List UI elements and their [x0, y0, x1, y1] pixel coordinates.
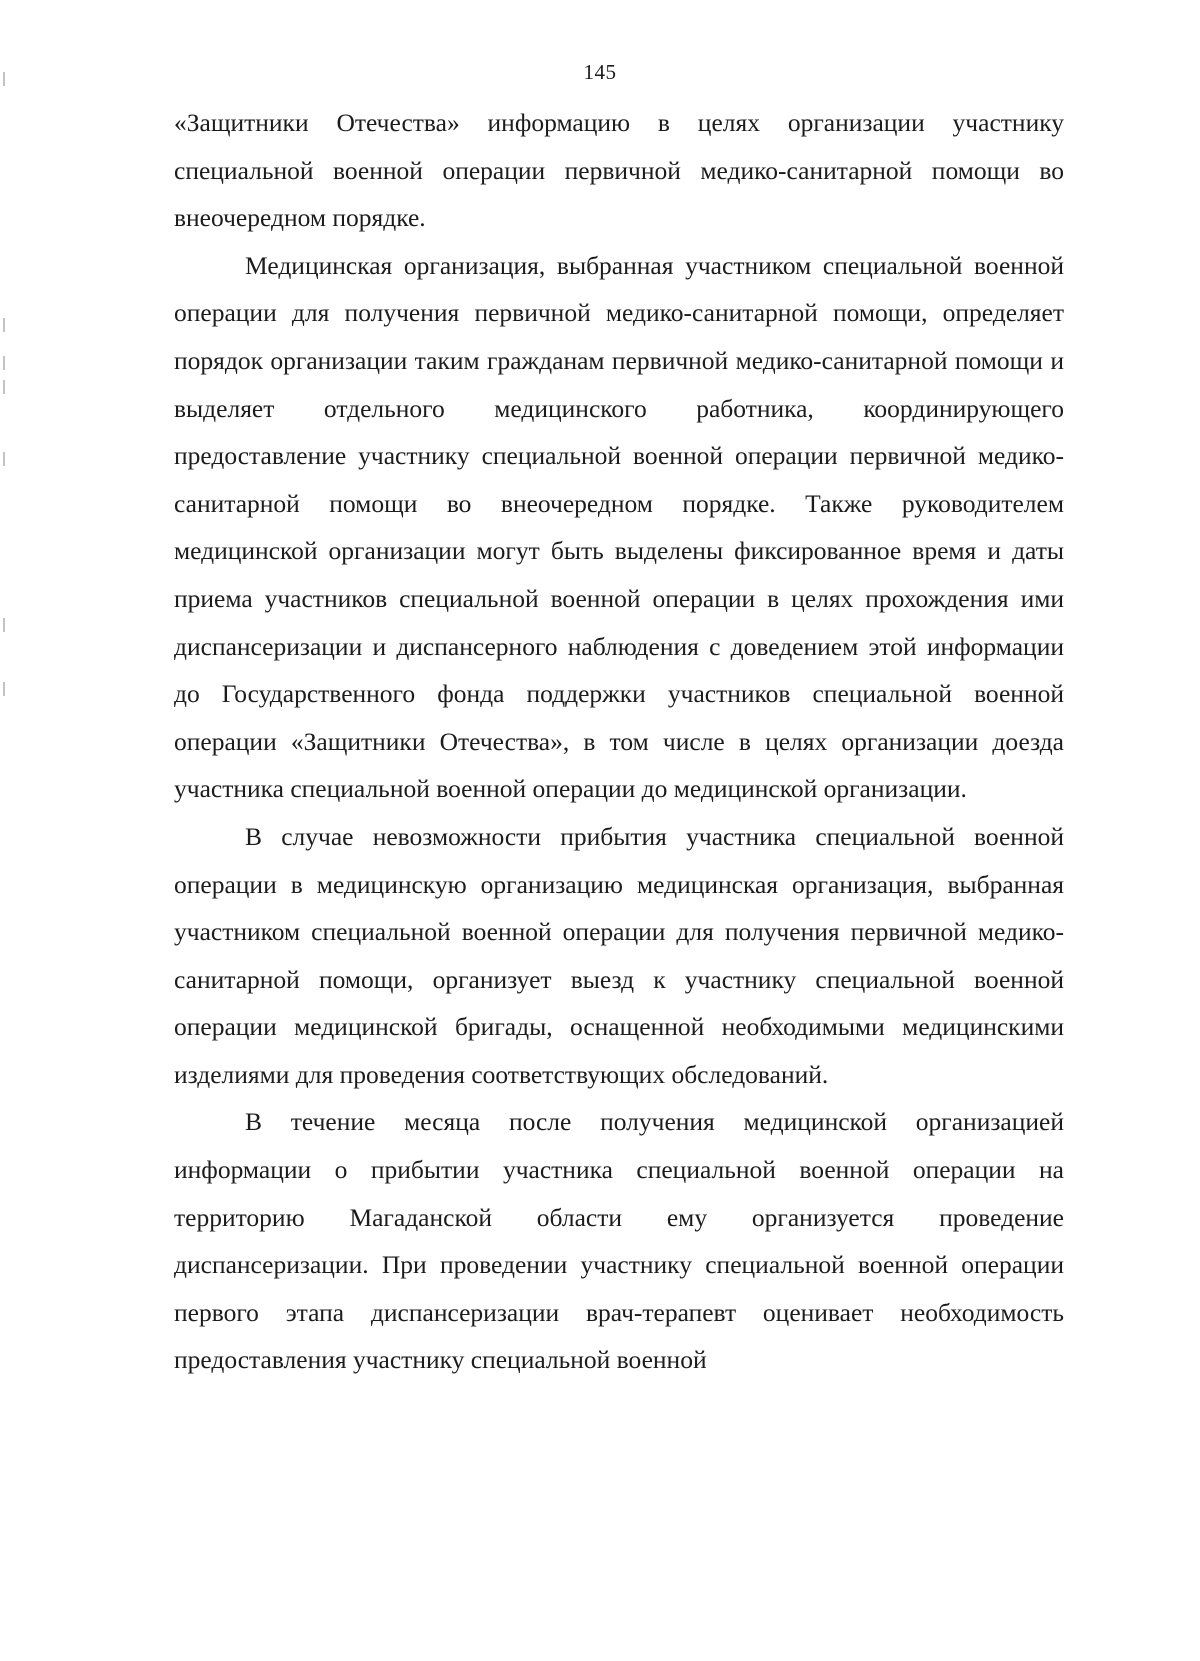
page-number: 145 [583, 60, 617, 84]
paragraph-2: Медицинская организация, выбранная участником специальной военной операции для получения первичной медико-санитарной помощи, определяет порядок организации таким гражданам первичной медико-санитарной помощи и выделяет отдельного медицинского работника, координирующего предоставление участнику специальной военной операции первичной медико-санитарной помощи во внеочередном порядке. Также руководителем медицинской организации могут быть выделены фиксированное время и даты приема участников специальной военной операции в целях прохождения ими диспансеризации и диспансерного наблюдения с доведением этой информации до Государственного фонда поддержки участников специальной военной операции «Защитники Отечества», в том числе в целях организации доезда участника специальной военной операции до медицинской организации. [174, 250, 1064, 804]
scan-mark [3, 380, 5, 394]
scan-mark [3, 356, 5, 370]
paragraph-4: В течение месяца после получения медицинской организацией информации о прибытии участника специальной военной операции на территорию Магаданской области ему организуется проведение диспансеризации. При проведении участнику специальной военной операции первого этапа диспансеризации врач-терапевт оценивает необходимость предоставления участнику специальной военной [174, 1107, 1064, 1375]
scan-mark [3, 682, 5, 696]
paragraph-3: В случае невозможности прибытия участника специальной военной операции в медицинскую организацию медицинская организация, выбранная участником специальной военной операции для получения первичной медико-санитарной помощи, организует выезд к участнику специальной военной операции медицинской бригады, оснащенной необходимыми медицинскими изделиями для проведения соответствующих обследований. [174, 821, 1064, 1089]
document-body [174, 99, 1064, 1384]
scan-mark [3, 618, 5, 632]
scan-mark [3, 452, 5, 466]
paragraph-1: «Защитники Отечества» информацию в целях организации участнику специальной военной операции первичной медико-санитарной помощи во внеочередном порядке. [174, 108, 1064, 233]
scan-mark [3, 318, 5, 332]
scan-mark [3, 72, 5, 86]
